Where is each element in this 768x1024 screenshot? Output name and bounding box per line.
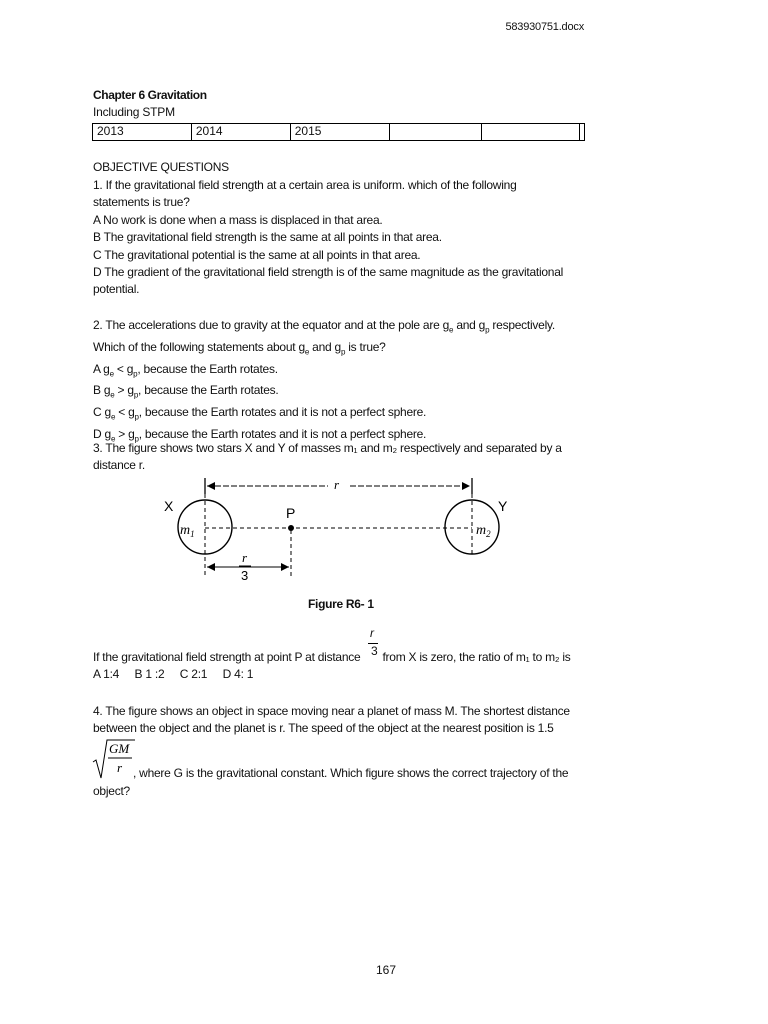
- document-filename: 583930751.docx: [505, 21, 584, 33]
- q1-option-a: A No work is done when a mass is displaced in that area.: [93, 212, 383, 227]
- q4-stem-line-4: object?: [93, 784, 130, 798]
- q3-options: A 1:4 B 1 :2 C 2:1 D 4: 1: [93, 667, 254, 682]
- year-cell: 2014: [191, 124, 290, 141]
- q1-option-d-line-1: D The gradient of the gravitational field strength is of the same magnitude as the gravitational: [93, 265, 564, 280]
- q1-stem-line-1: 1. If the gravitational field strength at a certain area is uniform. which of the following: [93, 178, 517, 192]
- q2-stem-line-2: Which of the following statements about $g_e$ and $g_p$ is true?: [93, 339, 386, 357]
- sqrt-gm-over-r: [92, 738, 136, 780]
- sqrt-numerator: GM: [109, 741, 130, 756]
- question-3-condition: [93, 649, 593, 684]
- sqrt-denominator: r: [117, 760, 123, 775]
- question-2: [93, 317, 593, 448]
- mass-m1-label: $m_1$: [180, 523, 195, 539]
- r-over-3-numerator: r: [242, 550, 248, 565]
- year-cell: [580, 124, 585, 141]
- q3-stem-line-1: 3. The figure shows two stars X and Y of masses m₁ and m₂ respectively and separated by a: [93, 441, 562, 455]
- q1-stem-line-2: statements is true?: [93, 195, 190, 210]
- chapter-subtitle: Including STPM: [93, 105, 175, 119]
- point-p-label: P: [286, 505, 296, 521]
- q4-stem-line-2: between the object and the planet is r. The speed of the object at the nearest position is 1.5: [93, 721, 554, 736]
- year-cell: [481, 124, 579, 141]
- figure-caption: Figure R6- 1: [308, 597, 374, 611]
- q2-option-d: D $g_e > g_p$, because the Earth rotates and it is not a perfect sphere.: [93, 426, 427, 444]
- question-4: [93, 703, 593, 738]
- q2-option-a: A $g_e < g_p$, because the Earth rotates.: [93, 361, 278, 378]
- q3-condition-line: If the gravitational field strength at point P at distance from X is zero, the ratio of m₁ to m₂ is: [93, 650, 571, 664]
- r-over-3-denominator: 3: [241, 568, 249, 583]
- star-x-label: X: [164, 498, 174, 514]
- q4-stem-line-3: , where G is the gravitational constant. Which figure shows the correct trajectory of the: [133, 766, 569, 780]
- chapter-title: Chapter 6 Gravitation: [93, 88, 207, 102]
- year-cell: 2015: [290, 124, 389, 141]
- q2-option-c: C $g_e < g_p$, because the Earth rotates and it is not a perfect sphere.: [93, 405, 427, 422]
- q3-stem-line-2: distance r.: [93, 458, 145, 473]
- star-y-label: Y: [498, 498, 508, 514]
- page-number: 167: [376, 963, 397, 977]
- fraction-numerator: r: [370, 626, 374, 640]
- years-table: [92, 123, 585, 141]
- question-1: [93, 177, 593, 299]
- q2-stem-line-1: 2. The accelerations due to gravity at the equator and at the pole are $g_e$ and $g_p$ respectively.: [93, 318, 555, 335]
- q1-option-b: B The gravitational field strength is the same at all points in that area.: [93, 230, 442, 245]
- mass-m2-label: $m_2$: [476, 523, 491, 539]
- year-cell: 2013: [93, 124, 192, 141]
- q4-stem-line-1: 4. The figure shows an object in space moving near a planet of mass M. The shortest distance: [93, 704, 570, 718]
- q1-option-c: C The gravitational potential is the same at all points in that area.: [93, 247, 421, 262]
- two-stars-figure: [150, 470, 550, 585]
- r-dimension-label: r: [334, 477, 340, 492]
- year-cell: [389, 124, 481, 141]
- section-heading: OBJECTIVE QUESTIONS: [93, 160, 229, 174]
- fraction-denominator: 3: [371, 644, 378, 658]
- point-p: [288, 525, 294, 531]
- q1-option-d-line-2: potential.: [93, 282, 140, 297]
- q2-option-b: B $g_e > g_p$, because the Earth rotates.: [93, 383, 279, 400]
